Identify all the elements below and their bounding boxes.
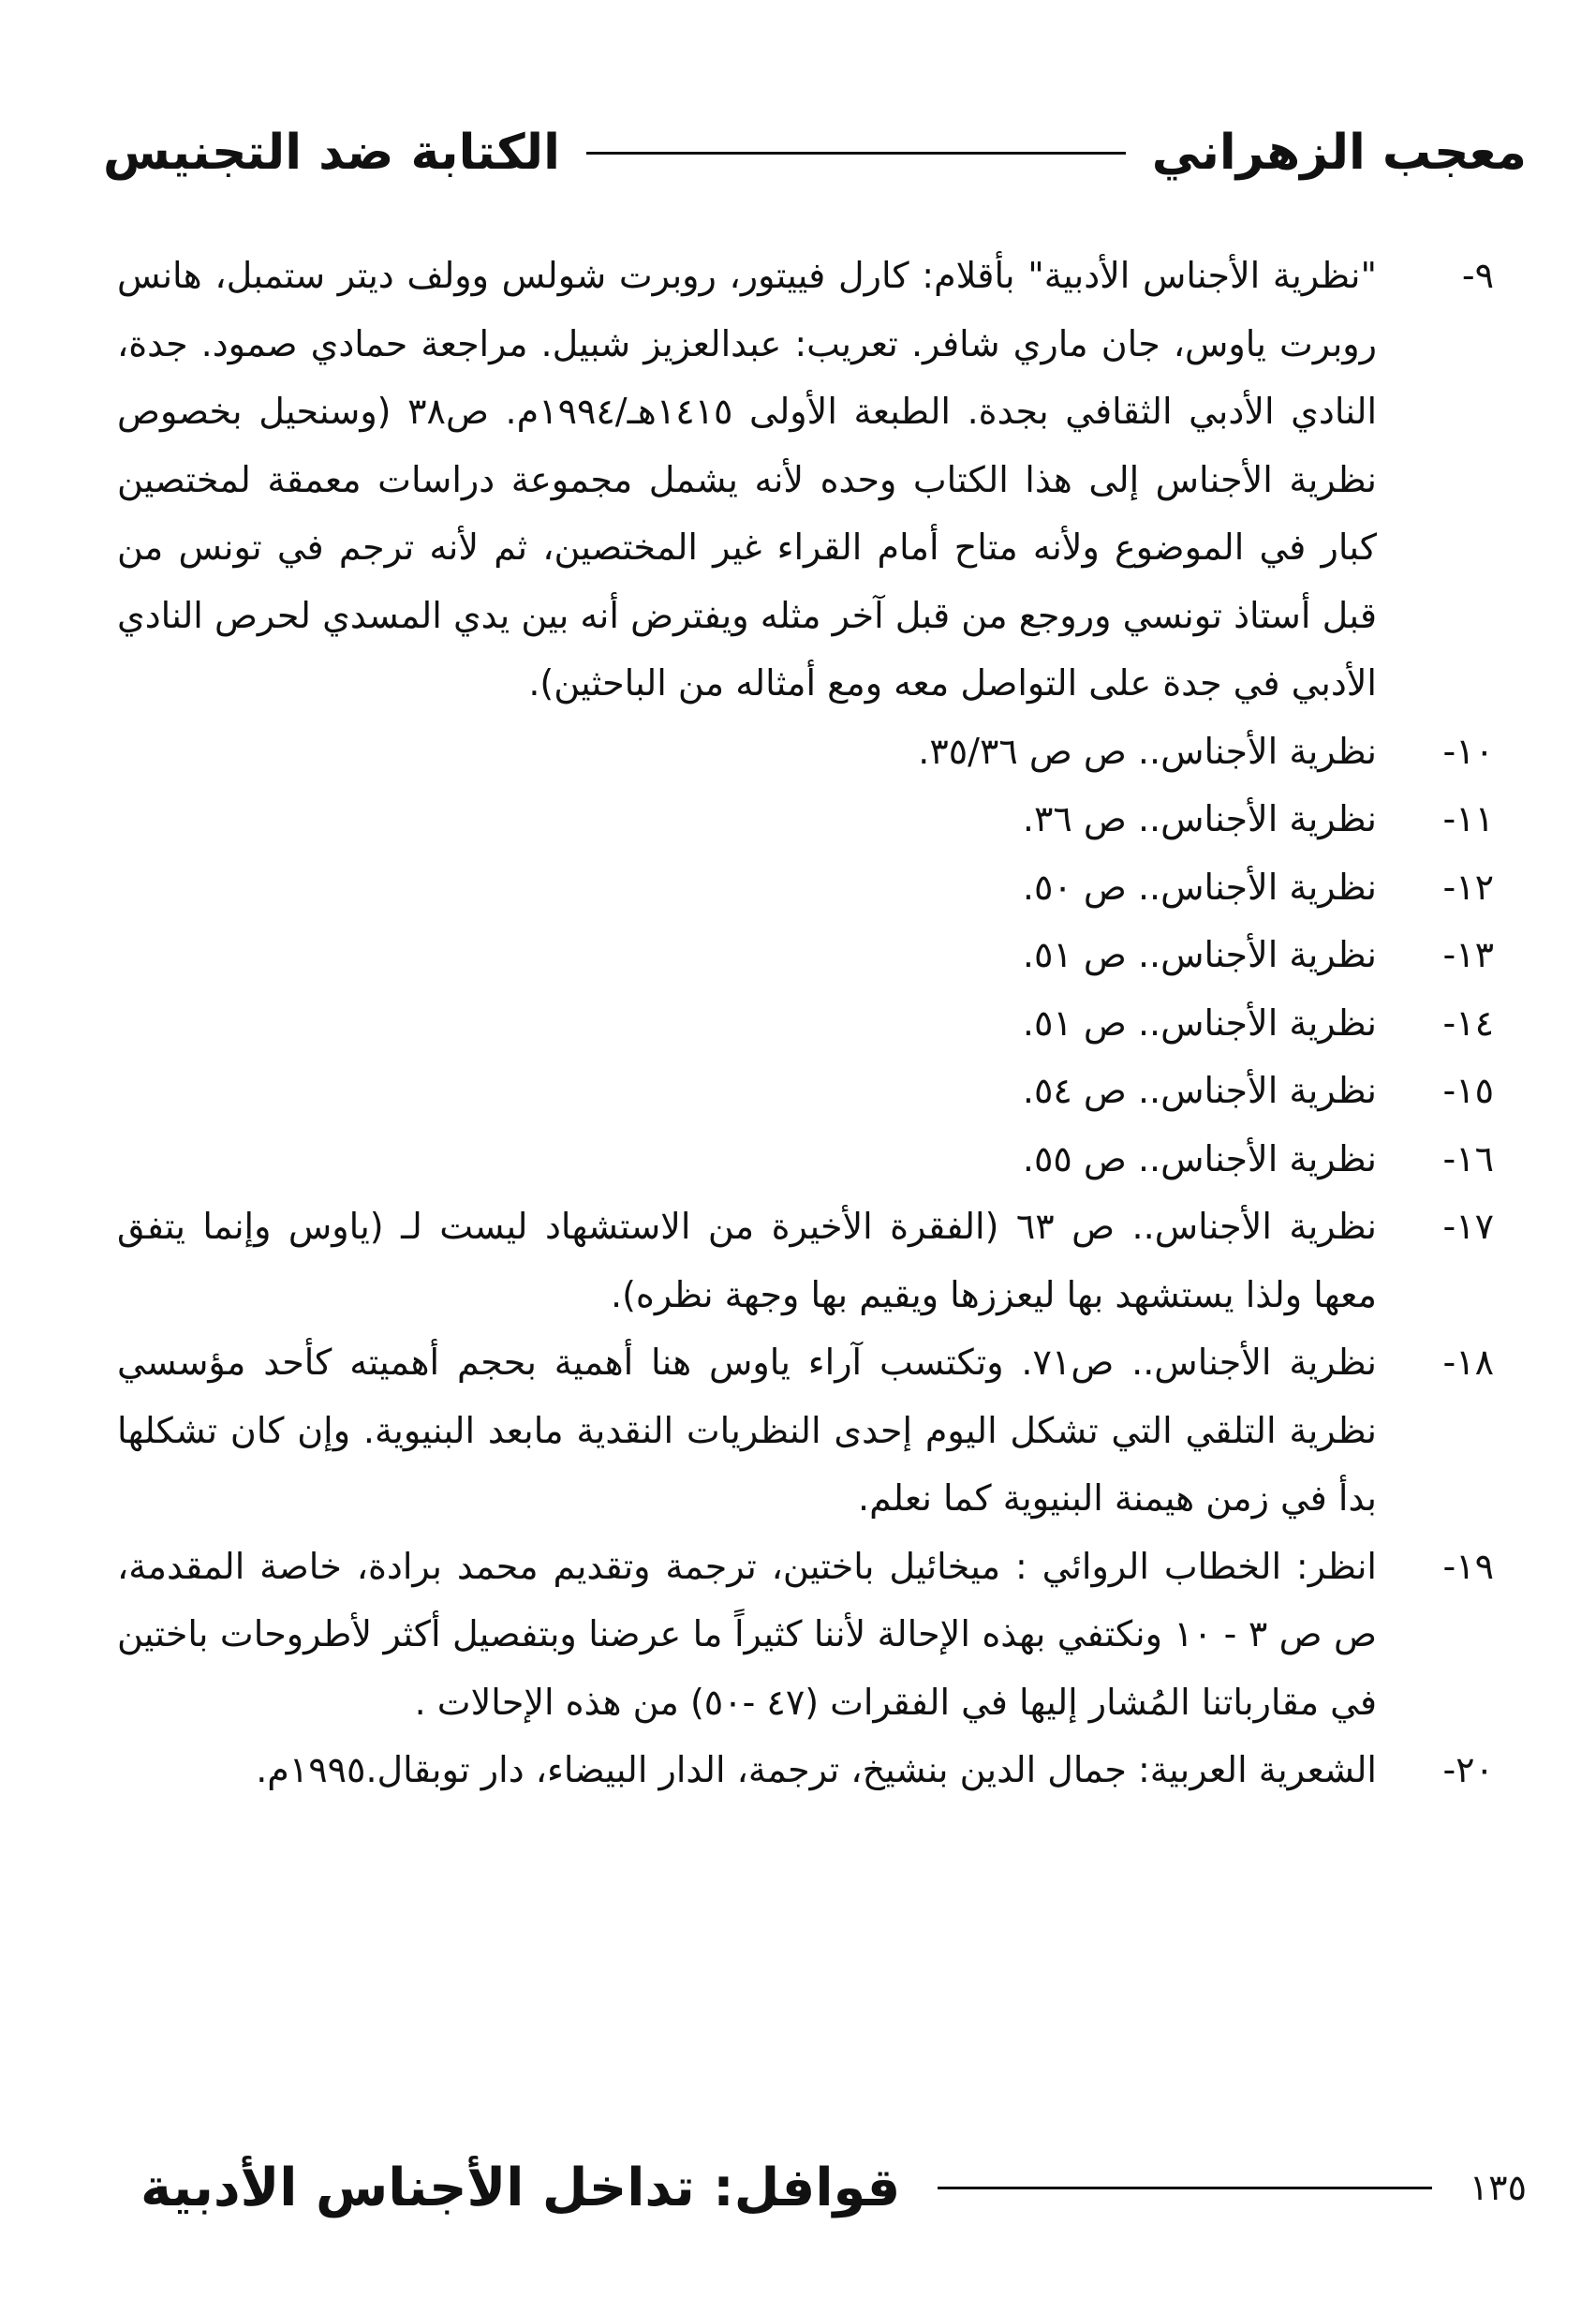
author-name: معجب الزهراني [1151, 125, 1527, 181]
endnote-number: ٢٠- [1442, 1749, 1494, 1790]
endnote-text: نظرية الأجناس.. ص ص ٣٥/٣٦. [918, 730, 1377, 772]
endnote-number: ١٧- [1442, 1206, 1494, 1247]
endnote [117, 785, 1494, 853]
endnote-number: ١٤- [1442, 1001, 1494, 1044]
endnote [117, 1533, 1494, 1737]
endnote-text: انظر: الخطاب الروائي : ميخائيل باختين، ترجمة وتقديم محمد برادة، خاصة المقدمة، ص ص ٣ - ١٠ ونكتفي بهذه الإحالة لأننا كثيراً ما عرضنا وبتفصيل أكثر لأطروحات باختين في مقارباتنا المُشار إليها في الفقرات (٤٧ -٥٠) من هذه الإحالات . [117, 1545, 1377, 1723]
endnote-number: ٩- [1461, 255, 1494, 296]
endnote [117, 1736, 1494, 1804]
endnote [117, 1328, 1494, 1533]
endnote [117, 989, 1494, 1058]
endnote-text: نظرية الأجناس.. ص ٥٥. [1022, 1137, 1377, 1179]
endnote-number: ١٦- [1442, 1137, 1494, 1179]
endnote [117, 242, 1494, 718]
page-number: ١٣٥ [1469, 2167, 1527, 2208]
page-header [103, 111, 1527, 195]
endnote-text: نظرية الأجناس.. ص ٣٦. [1022, 798, 1377, 839]
endnote-text: نظرية الأجناس.. ص ٥٠. [1022, 866, 1377, 908]
endnote-number: ١١- [1442, 798, 1494, 839]
endnote-text: الشعرية العربية: جمال الدين بنشيخ، ترجمة، الدار البيضاء، دار توبقال.١٩٩٥م. [256, 1749, 1377, 1790]
endnote [117, 1193, 1494, 1328]
endnote-text: نظرية الأجناس.. ص ٦٣ (الفقرة الأخيرة من الاستشهاد ليست لـ (ياوس وإنما يتفق معها ولذا يستشهد بها ليعززها ويقيم بها وجهة نظره). [117, 1206, 1377, 1315]
endnote [117, 1125, 1494, 1194]
endnote [117, 921, 1494, 989]
endnote-number: ١٣- [1442, 934, 1494, 975]
book-title: الكتابة ضد التجنيس [103, 125, 560, 181]
page-footer [140, 2145, 1527, 2230]
endnote-text: نظرية الأجناس.. ص ٥١. [1022, 1001, 1377, 1044]
endnote-text: نظرية الأجناس.. ص ٥٤. [1022, 1070, 1377, 1111]
endnote-number: ١٥- [1442, 1070, 1494, 1111]
endnote-number: ١٠- [1442, 730, 1494, 772]
footer-rule [938, 2187, 1431, 2189]
header-rule [586, 152, 1126, 155]
endnote-number: ١٨- [1442, 1342, 1494, 1383]
journal-title: قوافل: تداخل الأجناس الأدبية [140, 2157, 901, 2218]
endnote-number: ١٢- [1442, 866, 1494, 908]
endnote-text: نظرية الأجناس.. ص٧١. وتكتسب آراء ياوس هنا أهمية بحجم أهميته كأحد مؤسسي نظرية التلقي التي تشكل اليوم إحدى النظريات النقدية مابعد البنيوية. وإن كان تشكلها بدأ في زمن هيمنة البنيوية كما نعلم. [117, 1342, 1377, 1519]
endnote [117, 718, 1494, 786]
endnote-text: "نظرية الأجناس الأدبية" بأقلام: كارل فييتور، روبرت شولس وولف ديتر ستمبل، هانس روبرت ياوس، جان ماري شافر. تعريب: عبدالعزيز شبيل. مراجعة حمادي صمود. جدة، النادي الأدبي الثقافي بجدة. الطبعة الأولى ١٤١٥هـ/١٩٩٤م. ص٣٨ (وسنحيل بخصوص نظرية الأجناس إلى هذا الكتاب وحده لأنه يشمل مجموعة دراسات معمقة لمختصين كبار في الموضوع ولأنه متاح أمام القراء غير المختصين، ثم لأنه ترجم في تونس من قبل أستاذ تونسي وروجع من قبل آخر مثله ويفترض أنه بين يدي المسدي لحرص النادي الأدبي في جدة على التواصل معه ومع أمثاله من الباحثين). [117, 255, 1378, 704]
endnotes-list [117, 242, 1494, 1804]
endnote [117, 853, 1494, 922]
endnote [117, 1057, 1494, 1125]
endnote-number: ١٩- [1442, 1545, 1494, 1587]
endnote-text: نظرية الأجناس.. ص ٥١. [1022, 934, 1377, 975]
